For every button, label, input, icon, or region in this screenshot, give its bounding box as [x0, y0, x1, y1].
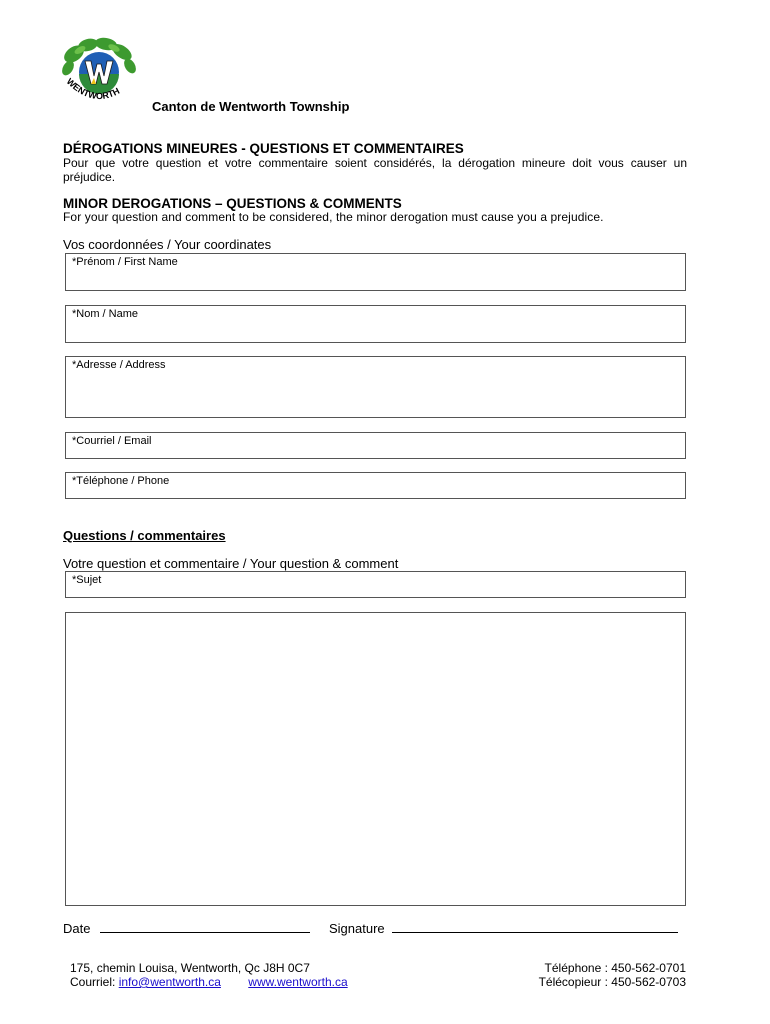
phone-label: *Téléphone / Phone: [72, 475, 170, 487]
french-title: DÉROGATIONS MINEURES - QUESTIONS ET COMMENTAIRES: [63, 141, 464, 156]
name-label: *Nom / Name: [72, 308, 139, 320]
questions-heading: Questions / commentaires: [63, 528, 226, 543]
footer-email-link[interactable]: info@wentworth.ca: [118, 975, 221, 989]
email-field[interactable]: [65, 432, 686, 459]
first-name-field[interactable]: [65, 253, 686, 291]
address-label: *Adresse / Address: [72, 359, 166, 371]
address-field[interactable]: [65, 356, 686, 418]
footer-right: [539, 961, 686, 989]
comment-textarea[interactable]: [65, 612, 686, 906]
date-input-line[interactable]: [100, 921, 310, 933]
subject-label: *Sujet: [72, 574, 102, 586]
footer-website-link[interactable]: www.wentworth.ca: [248, 975, 348, 989]
signature-label: Signature: [329, 921, 385, 936]
footer-left: [70, 961, 348, 989]
first-name-label: *Prénom / First Name: [72, 256, 178, 268]
coordinates-label: Vos coordonnées / Your coordinates: [63, 237, 272, 252]
questions-subheading: Votre question et commentaire / Your question & comment: [63, 556, 399, 571]
date-line: [63, 921, 310, 936]
footer-fax: Télécopieur : 450-562-0703: [538, 975, 686, 989]
logo-text: WENTWORTH: [64, 76, 122, 102]
name-field[interactable]: [65, 305, 686, 343]
organization-name: Canton de Wentworth Township: [152, 99, 350, 114]
subject-field[interactable]: [65, 571, 686, 598]
footer-phone: Téléphone : 450-562-0701: [544, 961, 686, 975]
email-label: *Courriel / Email: [72, 435, 152, 447]
date-label: Date: [63, 921, 91, 936]
signature-input-line[interactable]: [392, 921, 678, 933]
wentworth-logo: [60, 36, 138, 108]
footer-email-label: Courriel:: [70, 975, 116, 989]
footer-address: 175, chemin Louisa, Wentworth, Qc J8H 0C7: [70, 961, 310, 975]
english-title: MINOR DEROGATIONS – QUESTIONS & COMMENTS: [63, 196, 402, 211]
phone-field[interactable]: [65, 472, 686, 499]
signature-line: [329, 921, 678, 936]
english-description: For your question and comment to be considered, the minor derogation must cause you a prejudice.: [63, 210, 604, 224]
french-description: Pour que votre question et votre commentaire soient considérés, la dérogation mineure doit vous causer un préjudice.: [63, 156, 687, 184]
